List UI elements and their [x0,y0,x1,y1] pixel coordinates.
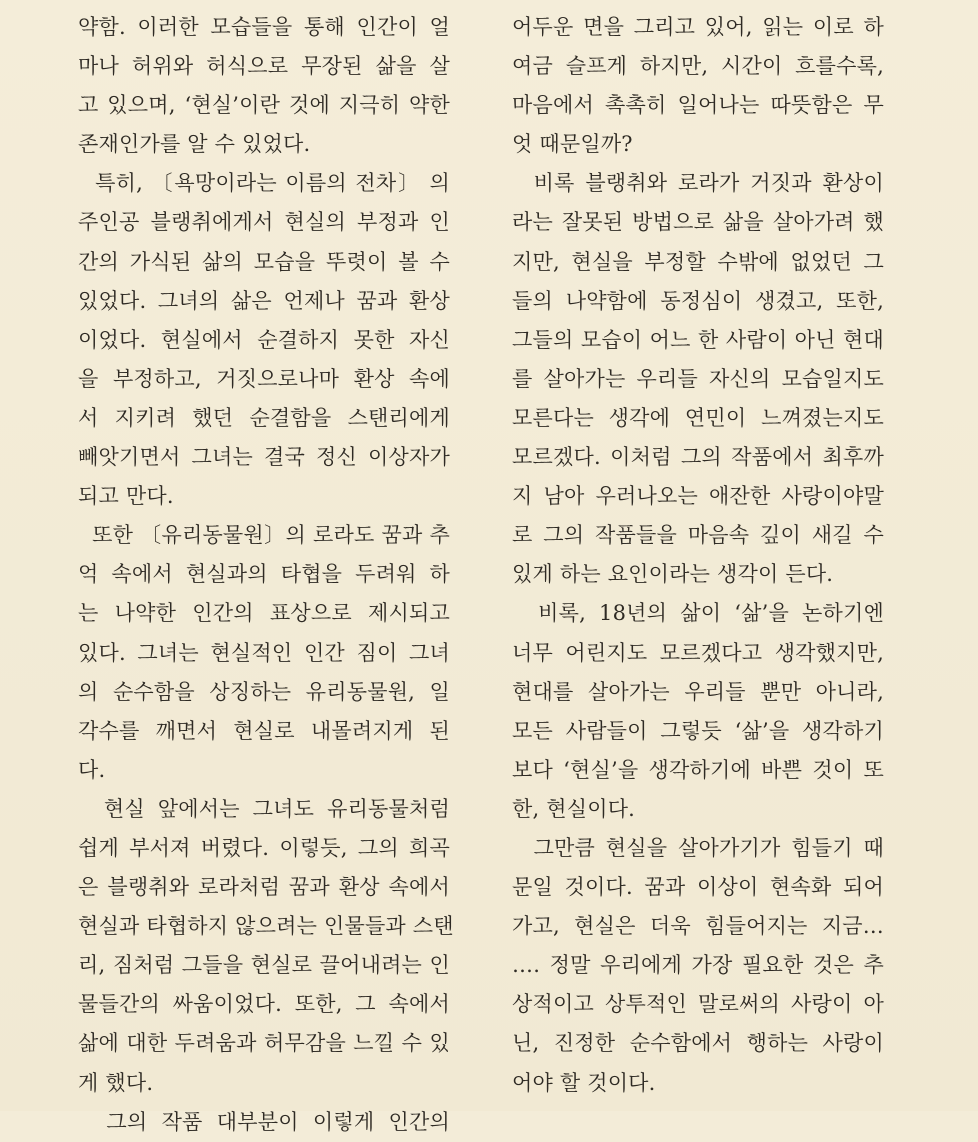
text-line: 을 부정하고, 거짓으로나마 환상 속에 [78,366,450,391]
left-text-column [78,8,454,1142]
text-line: 주인공 블랭취에게서 현실의 부정과 인 [78,210,450,235]
text-line: 들의 나약함에 동정심이 생겼고, 또한, [512,288,884,313]
text-line: 마나 허위와 허식으로 무장된 삶을 살 [78,54,450,79]
text-line: 지만, 현실을 부정할 수밖에 없었던 그 [512,249,884,274]
text-line: 서 지키려 했던 순결함을 스탠리에게 [78,405,450,430]
text-line: 다. [78,757,106,782]
text-line: 라는 잘못된 방법으로 삶을 살아가려 했 [512,210,884,235]
text-line: 엇 때문일까? [512,132,633,157]
text-line: 그만큼 현실을 살아가기가 힘들기 때 [512,835,884,860]
text-line: 를 살아가는 우리들 자신의 모습일지도 [512,366,884,391]
text-line: 각수를 깨면서 현실로 내몰려지게 된 [78,718,450,743]
text-line: 있다. 그녀는 현실적인 인간 짐이 그녀 [78,640,450,665]
text-line: 이었다. 현실에서 순결하지 못한 자신 [78,327,450,352]
text-line: 너무 어린지도 모르겠다고 생각했지만, [512,640,884,665]
text-line: 현실 앞에서는 그녀도 유리동물처럼 [78,796,450,821]
text-line: 비록 블랭취와 로라가 거짓과 환상이 [512,171,884,196]
text-line: 모른다는 생각에 연민이 느껴졌는지도 [512,405,884,430]
text-line: 여금 슬프게 하지만, 시간이 흐를수록, [512,54,884,79]
text-line: 보다 ‘현실’을 생각하기에 바쁜 것이 또 [512,757,884,782]
text-line: 어야 할 것이다. [512,1070,656,1095]
text-line: 상적이고 상투적인 말로써의 사랑이 아 [512,992,884,1017]
text-line: 모르겠다. 이처럼 그의 작품에서 최후까 [512,445,884,470]
text-line: 특히, 〔욕망이라는 이름의 전차〕 의 [78,171,450,196]
text-line: 있게 하는 요인이라는 생각이 든다. [512,562,834,587]
text-line: 쉽게 부서져 버렸다. 이렇듯, 그의 희곡 [78,835,450,860]
text-line: 비록, 18년의 삶이 ‘삶’을 논하기엔 [512,601,884,626]
text-line: 되고 만다. [78,484,174,509]
text-line: 빼앗기면서 그녀는 결국 정신 이상자가 [78,445,450,470]
text-line: 모든 사람들이 그렇듯 ‘삶’을 생각하기 [512,718,884,743]
text-line: 그의 작품 대부분이 이렇게 인간의 [78,1109,450,1134]
text-line: 존재인가를 알 수 있었다. [78,132,311,157]
text-line: 의 순수함을 상징하는 유리동물원, 일 [78,679,450,704]
text-line: 문일 것이다. 꿈과 이상이 현속화 되어 [512,875,884,900]
text-line: 닌, 진정한 순수함에서 행하는 사랑이 [512,1031,884,1056]
text-line: 삶에 대한 두려움과 허무감을 느낄 수 있 [78,1031,450,1056]
right-text-column [512,8,884,1103]
text-line: 또한 〔유리동물원〕의 로라도 꿈과 추 [78,523,450,548]
text-line: 는 나약한 인간의 표상으로 제시되고 [78,601,450,626]
text-line: 억 속에서 현실과의 타협을 두려워 하 [78,562,450,587]
text-line: 지 남아 우러나오는 애잔한 사랑이야말 [512,484,884,509]
text-line: 현실과 타협하지 않으려는 인물들과 스탠 [78,914,454,939]
text-line: 있었다. 그녀의 삶은 언제나 꿈과 환상 [78,288,450,313]
text-line: 그들의 모습이 어느 한 사람이 아닌 현대 [512,327,884,352]
text-line: 게 했다. [78,1070,154,1095]
text-line: 약함. 이러한 모습들을 통해 인간이 얼 [78,15,450,39]
text-line: 간의 가식된 삶의 모습을 뚜렷이 볼 수 [78,249,450,274]
text-line: 마음에서 촉촉히 일어나는 따뜻함은 무 [512,93,884,118]
text-line: 로 그의 작품들을 마음속 깊이 새길 수 [512,523,884,548]
text-line: …. 정말 우리에게 가장 필요한 것은 추 [512,953,884,978]
text-line: 가고, 현실은 더욱 힘들어지는 지금… [512,914,884,939]
text-line: 은 블랭취와 로라처럼 꿈과 환상 속에서 [78,875,450,900]
text-line: 한, 현실이다. [512,796,636,821]
text-line: 물들간의 싸움이었다. 또한, 그 속에서 [78,992,450,1017]
text-line: 현대를 살아가는 우리들 뿐만 아니라, [512,679,884,704]
text-line: 리, 짐처럼 그들을 현실로 끌어내려는 인 [78,953,450,978]
text-line: 고 있으며, ‘현실’이란 것에 지극히 약한 [78,93,450,118]
text-line: 어두운 면을 그리고 있어, 읽는 이로 하 [512,15,884,39]
